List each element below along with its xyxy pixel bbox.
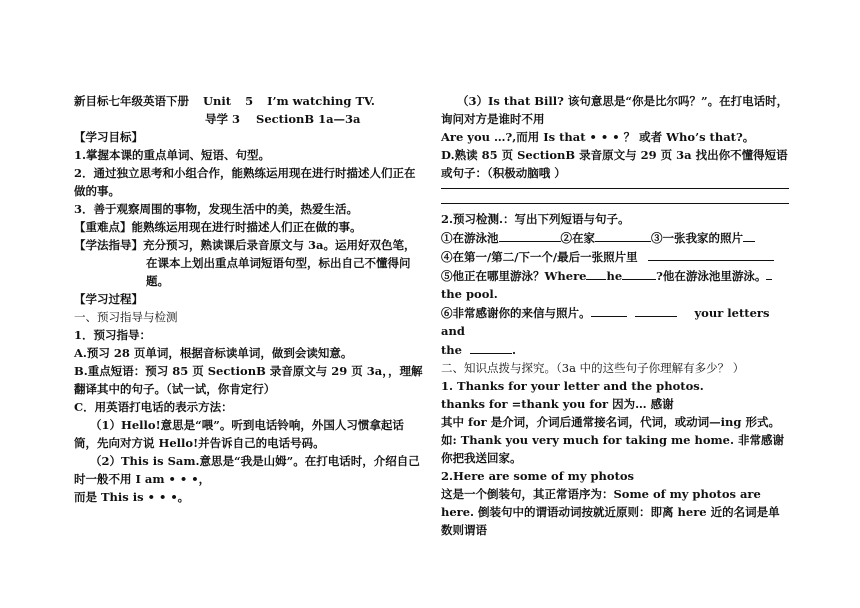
item-a: A.预习 28 页单词，根据音标读单词，做到会读知意。 (74, 346, 353, 360)
item-c-2: （2）This is Sam.意思是“我是山姆”。在打电话时，介绍自己时一般不用 I am • • •， (74, 454, 420, 486)
answer-blank[interactable] (499, 228, 561, 242)
exercise-label: ?他在游泳池里游泳。 (656, 269, 767, 283)
knowledge-note: 其中 for 是介词，介词后通常接名词，代词，或动词—ing 形式。 (441, 415, 780, 429)
page-title (74, 92, 426, 110)
knowledge-note: 这是一个倒装句，其正常语序为：Some of my photos are here. 倒装句中的谓语动词按就近原则：即离 here 近的名词是单数则谓语 (441, 487, 780, 537)
answer-blank[interactable] (648, 247, 774, 261)
method-guide-cont: 在课本上划出重点单词短语句型，标出自己不懂得问题。 (146, 256, 411, 288)
item-c-2-cont: 而是 This is • • •。 (74, 490, 190, 504)
exercise-label: . (512, 343, 517, 357)
answer-blank[interactable] (622, 266, 656, 280)
item-c: C．用英语打电话的表示方法： (74, 400, 233, 414)
answer-blank[interactable] (591, 303, 627, 317)
title-part: Unit (203, 94, 232, 108)
goal-item: 2．通过独立思考和小组合作，能熟练运用现在进行时描述人们正在做的事。 (74, 166, 416, 198)
exercise-label: your letters and (441, 306, 770, 338)
exercise-row-3-cont: the pool. (441, 287, 498, 301)
check-heading: 2.预习检测.：写出下列短语与句子。 (441, 212, 630, 226)
method-label: 【学法指导】 (74, 238, 143, 252)
item-c-3: （3）Is that Bill? 该句意思是“你是比尔吗？”。在打电话时，询问对方是谁时不用 (441, 94, 789, 126)
knowledge-note: thanks for =thank you for 因为… 感谢 (441, 397, 674, 411)
exercise-row-4-cont (441, 340, 789, 359)
exercise-label: ④在第一/第二/下一个/最后一张照片里 (441, 250, 638, 264)
exercise-label: ⑥非常感谢你的来信与照片。 (441, 306, 591, 320)
answer-blank[interactable] (766, 266, 772, 280)
item-c-3-cont: Are you …?,而用 Is that • • • ？ 或者 Who’s that?。 (441, 130, 755, 144)
item-b: B.重点短语：预习 85 页 SectionB 录音原文与 29 页 3a，，理解翻译其中的句子。（试一试，你肯定行） (74, 364, 423, 396)
section-heading: 一、预习指导与检测 (74, 310, 178, 324)
title-part: I’m watching TV. (267, 94, 375, 108)
item-d: D.熟读 85 页 SectionB 录音原文与 29 页 3a 找出你不懂得短语或句子：（积极动脑哦 ） (441, 148, 788, 180)
exercise-label: the (441, 343, 462, 357)
key-label: 【重难点】 (74, 220, 132, 234)
exercise-label: ③一张我家的照片 (651, 231, 743, 245)
goal-item: 1.掌握本课的重点单词、短语、句型。 (74, 148, 271, 162)
process-heading: 【学习过程】 (74, 292, 143, 306)
subsection-heading: 1．预习指导： (74, 328, 152, 342)
knowledge-example: 如: Thank you very much for taking me home. 非常感谢你把我送回家。 (441, 433, 785, 465)
key-points (74, 218, 426, 236)
item-c-1: （1）Hello!意思是“喂”。听到电话铃响，外国人习惯拿起话筒，先向对方说 Hello!并告诉自己的电话号码。 (74, 418, 404, 450)
title-part: 5 (245, 94, 254, 108)
subtitle-part: 导学 3 (205, 112, 241, 126)
title-part: 新目标七年级英语下册 (74, 94, 189, 108)
page-subtitle (74, 110, 426, 128)
method-guide (74, 236, 426, 254)
exercise-row-1 (441, 228, 789, 247)
answer-blank[interactable] (635, 303, 677, 317)
exercise-row-2 (441, 247, 789, 266)
answer-blank[interactable] (470, 340, 512, 354)
exercise-row-4 (441, 303, 789, 340)
exercise-label: ⑤他正在哪里游泳？Where (441, 269, 587, 283)
exercise-label: ②在家 (560, 231, 595, 245)
key-text: 能熟练运用现在进行时描述人们正在做的事。 (131, 220, 362, 234)
section-heading: 二、知识点拨与探究。（3a 中的这些句子你理解有多少？ ） (441, 361, 745, 375)
right-column (441, 92, 789, 539)
answer-blank[interactable] (743, 228, 755, 242)
exercise-label: ①在游泳池 (441, 231, 499, 245)
subtitle-part: SectionB 1a—3a (256, 112, 361, 126)
exercise-row-3 (441, 266, 789, 285)
exercise-label: he (606, 269, 623, 283)
goals-heading: 【学习目标】 (74, 130, 143, 144)
method-text: 充分预习，熟读课后录音原文与 3a。运用好双色笔， (143, 238, 416, 252)
knowledge-item: 2.Here are some of my photos (441, 469, 635, 483)
answer-blank[interactable] (595, 228, 651, 242)
knowledge-item: 1. Thanks for your letter and the photos. (441, 379, 704, 393)
left-column (74, 92, 426, 506)
goal-item: 3．善于观察周围的事物，发现生活中的美，热爱生活。 (74, 202, 358, 216)
answer-blank[interactable] (586, 266, 606, 280)
